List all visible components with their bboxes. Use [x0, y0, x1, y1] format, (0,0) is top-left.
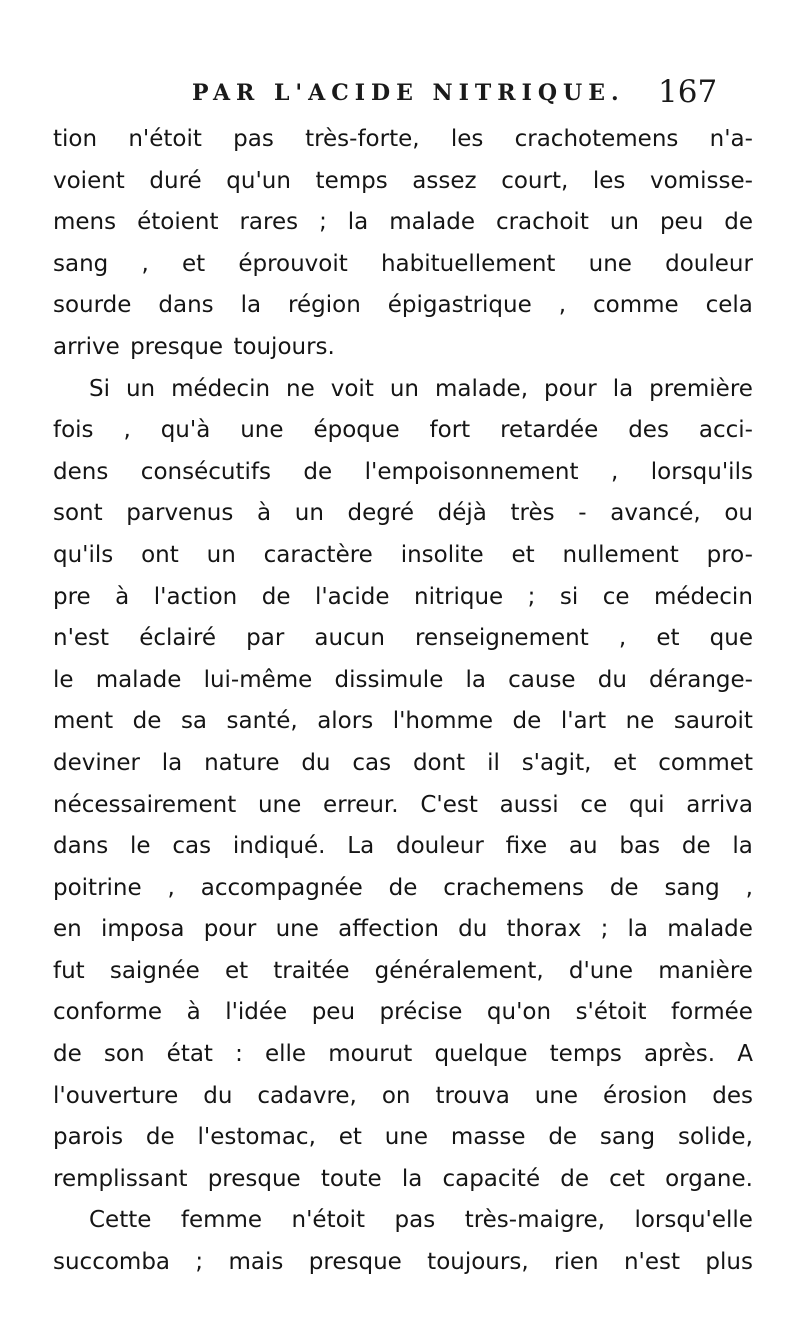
text-line: poitrine , accompagnée de crachemens de sang ,	[53, 874, 753, 901]
text-line: dens consécutifs de l'empoisonnement , lorsqu'ils	[53, 458, 753, 485]
text-line: tion n'étoit pas très-forte, les crachotemens n'a-	[53, 126, 753, 152]
text-line: qu'ils ont un caractère insolite et nullement pro-	[53, 541, 753, 568]
text-line: ment de sa santé, alors l'homme de l'art ne sauroit	[53, 708, 753, 735]
text-line: fut saignée et traitée généralement, d'une manière	[53, 957, 753, 984]
text-line: n'est éclairé par aucun renseignement , et que	[53, 625, 753, 652]
text-line: dans le cas indiqué. La douleur fixe au bas de la	[53, 833, 753, 860]
text-line: remplissant presque toute la capacité de cet organe.	[53, 1165, 753, 1192]
text-line: sang , et éprouvoit habituellement une douleur	[53, 250, 753, 277]
text-line: Cette femme n'étoit pas très-maigre, lorsqu'elle	[89, 1207, 753, 1234]
text-line: parois de l'estomac, et une masse de sang solide,	[53, 1124, 753, 1151]
text-line: voient duré qu'un temps assez court, les vomisse-	[53, 167, 753, 194]
text-line: le malade lui-même dissimule la cause du dérange-	[53, 666, 753, 693]
text-line: arrive presque toujours.	[53, 333, 335, 360]
text-line: sont parvenus à un degré déjà très - avancé, ou	[53, 500, 753, 527]
text-line: succomba ; mais presque toujours, rien n'est plus	[53, 1249, 753, 1276]
text-line: Si un médecin ne voit un malade, pour la première	[89, 375, 753, 402]
text-line: sourde dans la région épigastrique , comme cela	[53, 292, 753, 319]
text-line: deviner la nature du cas dont il s'agit, et commet	[53, 749, 753, 776]
text-line: nécessairement une erreur. C'est aussi ce qui arriva	[53, 791, 753, 818]
running-head	[0, 74, 801, 112]
text-line: fois , qu'à une époque fort retardée des acci-	[53, 417, 753, 444]
text-line: pre à l'action de l'acide nitrique ; si ce médecin	[53, 583, 753, 610]
text-line: l'ouverture du cadavre, on trouva une érosion des	[53, 1082, 753, 1109]
body-text	[53, 126, 753, 1291]
running-title: PAR L'ACIDE NITRIQUE.	[192, 80, 625, 106]
text-line: en imposa pour une affection du thorax ; la malade	[53, 916, 753, 943]
text-line: mens étoient rares ; la malade crachoit un peu de	[53, 209, 753, 236]
text-line: de son état : elle mourut quelque temps après. A	[53, 1041, 753, 1068]
text-line: conforme à l'idée peu précise qu'on s'étoit formée	[53, 999, 753, 1026]
page-number: 167	[658, 74, 718, 110]
